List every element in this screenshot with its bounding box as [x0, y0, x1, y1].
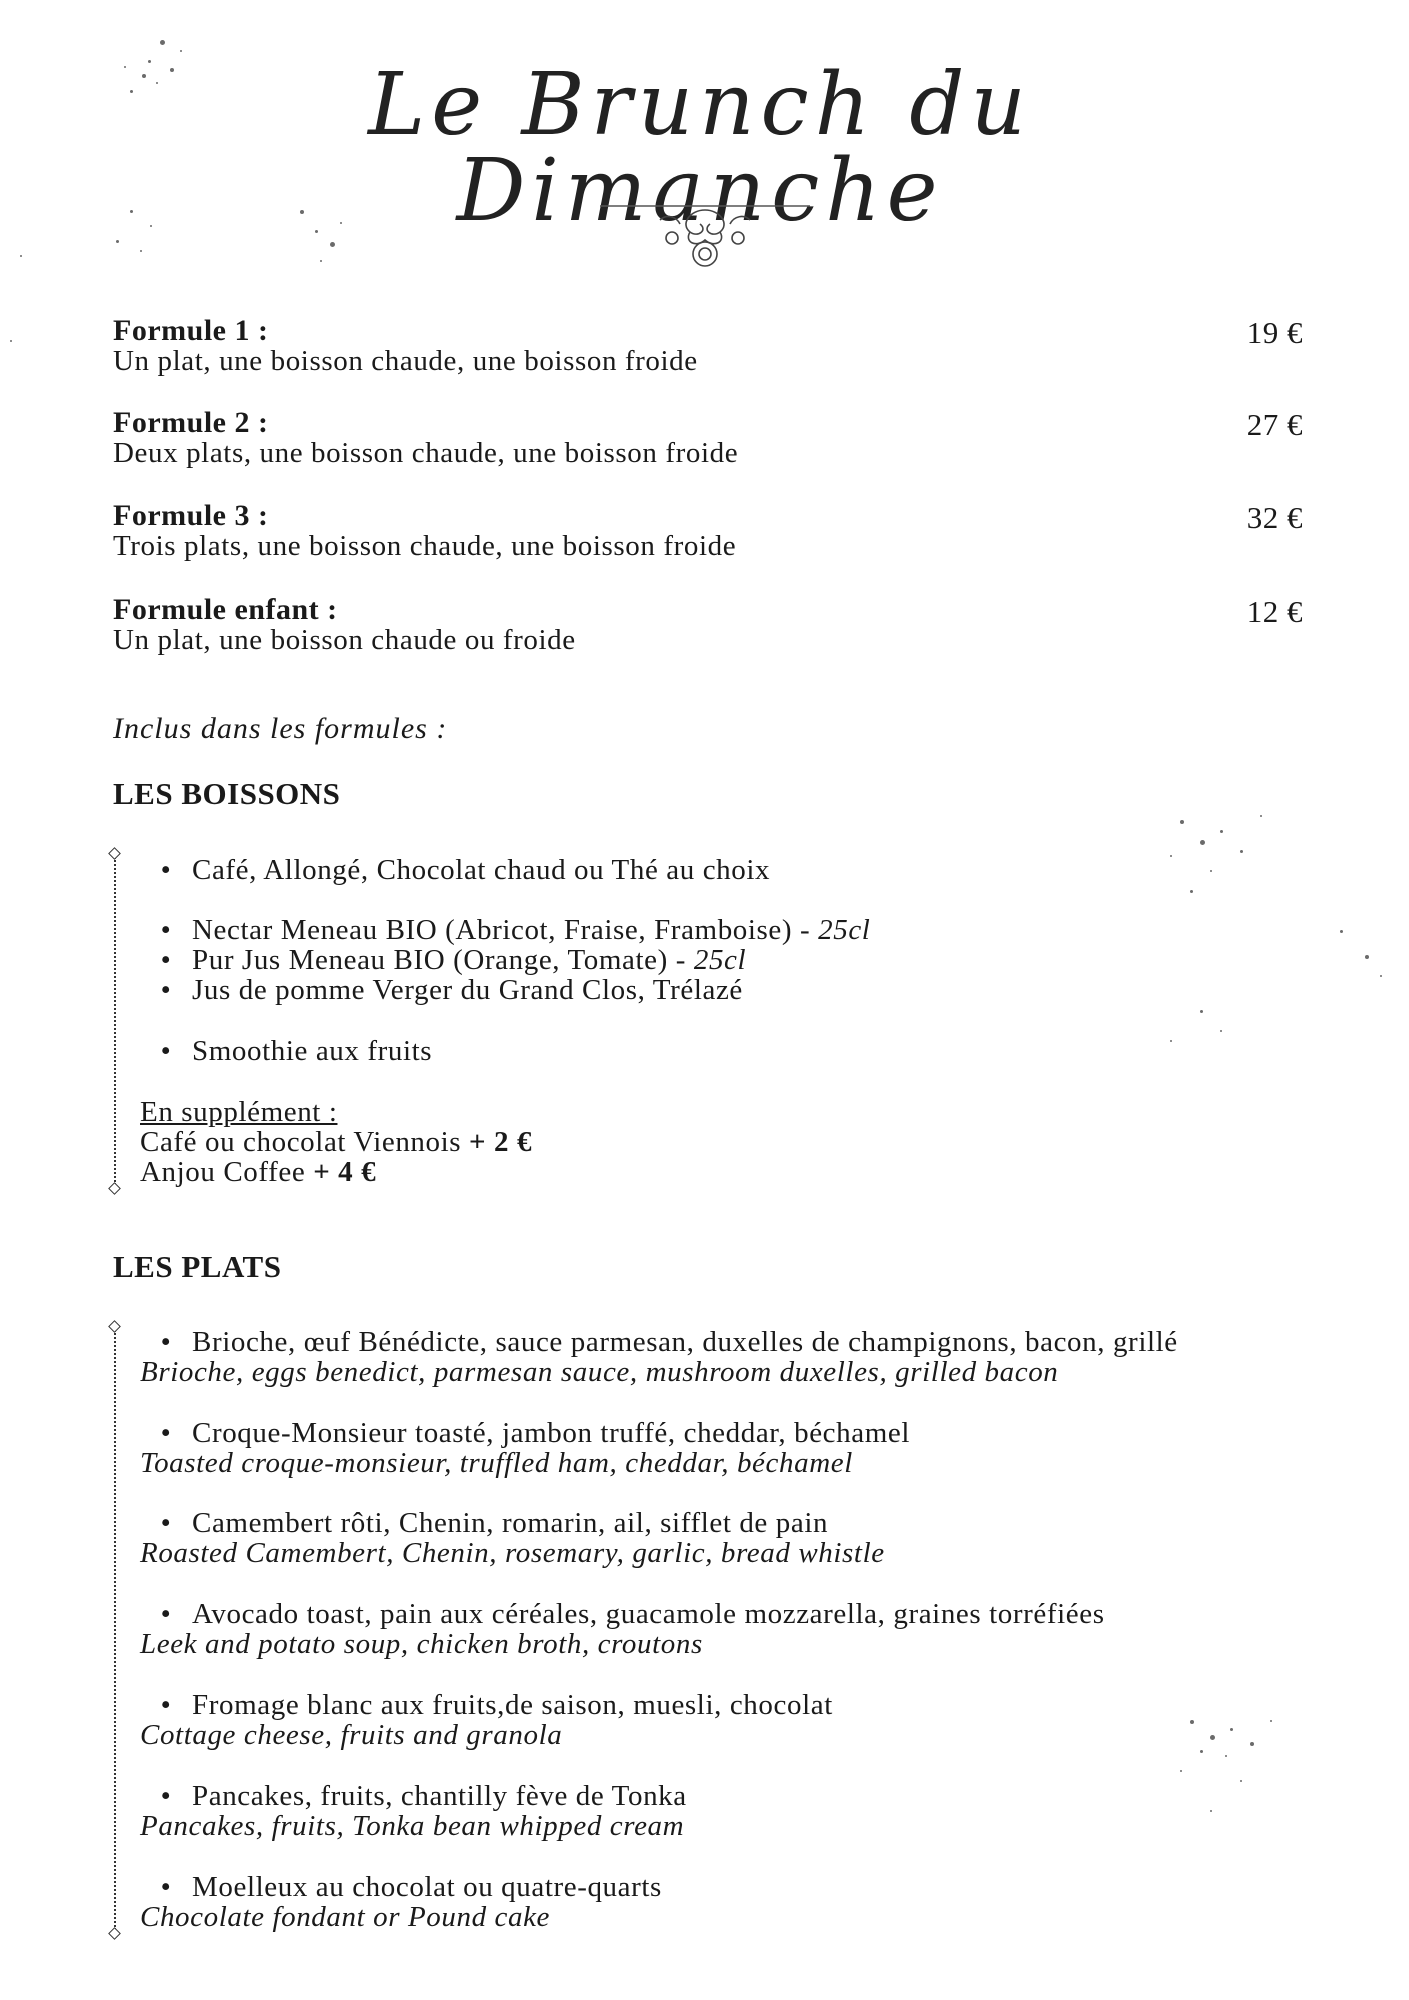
list-item-translation: Roasted Camembert, Chenin, rosemary, garlic, bread whistle: [140, 1537, 885, 1569]
list-item: • Avocado toast, pain aux céréales, guacamole mozzarella, graines torréfiées: [160, 1598, 1105, 1630]
list-item: • Pancakes, fruits, chantilly fève de Tonka: [160, 1780, 687, 1812]
formule-name: Formule enfant :: [113, 593, 338, 626]
list-item: • Pur Jus Meneau BIO (Orange, Tomate) - 25cl: [160, 944, 747, 976]
menu-title: Le Brunch du Dimanche: [368, 55, 1032, 241]
plats-guide: [114, 1330, 116, 1930]
formule-name: Formule 3 :: [113, 499, 269, 532]
list-item-translation: Cottage cheese, fruits and granola: [140, 1719, 563, 1751]
included-intro: Inclus dans les formules :: [113, 712, 448, 745]
list-item: • Fromage blanc aux fruits,de saison, muesli, chocolat: [160, 1689, 833, 1721]
formule-1: [113, 316, 1303, 376]
list-item-translation: Toasted croque-monsieur, truffled ham, cheddar, béchamel: [140, 1447, 853, 1479]
splatter-decoration-bottom-right: [1150, 1680, 1390, 1940]
formule-price: 12 €: [1246, 594, 1303, 629]
list-item: • Croque-Monsieur toasté, jambon truffé, cheddar, béchamel: [160, 1417, 911, 1449]
boissons-guide: [114, 857, 116, 1185]
formule-name: Formule 2 :: [113, 406, 269, 439]
formule-description: Trois plats, une boisson chaude, une boisson froide: [113, 530, 737, 562]
formule-2: [113, 408, 1303, 468]
formule-description: Deux plats, une boisson chaude, une boisson froide: [113, 437, 739, 469]
formule-name: Formule 1 :: [113, 314, 269, 347]
formule-enfant: [113, 595, 1303, 655]
list-item: • Smoothie aux fruits: [160, 1035, 433, 1067]
boissons-title: LES BOISSONS: [113, 776, 341, 811]
formule-description: Un plat, une boisson chaude, une boisson froide: [113, 345, 698, 377]
plats-title: LES PLATS: [113, 1249, 282, 1284]
list-item-translation: Leek and potato soup, chicken broth, croutons: [140, 1628, 703, 1660]
list-item: • Camembert rôti, Chenin, romarin, ail, sifflet de pain: [160, 1507, 829, 1539]
formule-price: 27 €: [1246, 407, 1303, 442]
formule-3: [113, 501, 1303, 561]
list-item: • Nectar Meneau BIO (Abricot, Fraise, Framboise) - 25cl: [160, 914, 871, 946]
supplement-line: Anjou Coffee + 4 €: [140, 1156, 377, 1188]
formule-price: 19 €: [1246, 315, 1303, 350]
supplement-line: Café ou chocolat Viennois + 2 €: [140, 1126, 533, 1158]
list-item-translation: Chocolate fondant or Pound cake: [140, 1901, 551, 1933]
supplement-label: En supplément :: [140, 1096, 338, 1128]
list-item-translation: Pancakes, fruits, Tonka bean whipped cream: [140, 1810, 685, 1842]
list-item: • Brioche, œuf Bénédicte, sauce parmesan, duxelles de champignons, bacon, grillé: [160, 1326, 1178, 1358]
list-item: • Moelleux au chocolat ou quatre-quarts: [160, 1871, 662, 1903]
list-item-translation: Brioche, eggs benedict, parmesan sauce, mushroom duxelles, grilled bacon: [140, 1356, 1059, 1388]
formule-price: 32 €: [1246, 500, 1303, 535]
list-item: • Jus de pomme Verger du Grand Clos, Trélazé: [160, 974, 743, 1006]
ornament-icon: [600, 196, 810, 276]
splatter-decoration-right-middle: [1140, 760, 1400, 1080]
list-item: • Café, Allongé, Chocolat chaud ou Thé au choix: [160, 854, 771, 886]
formule-description: Un plat, une boisson chaude ou froide: [113, 624, 576, 656]
